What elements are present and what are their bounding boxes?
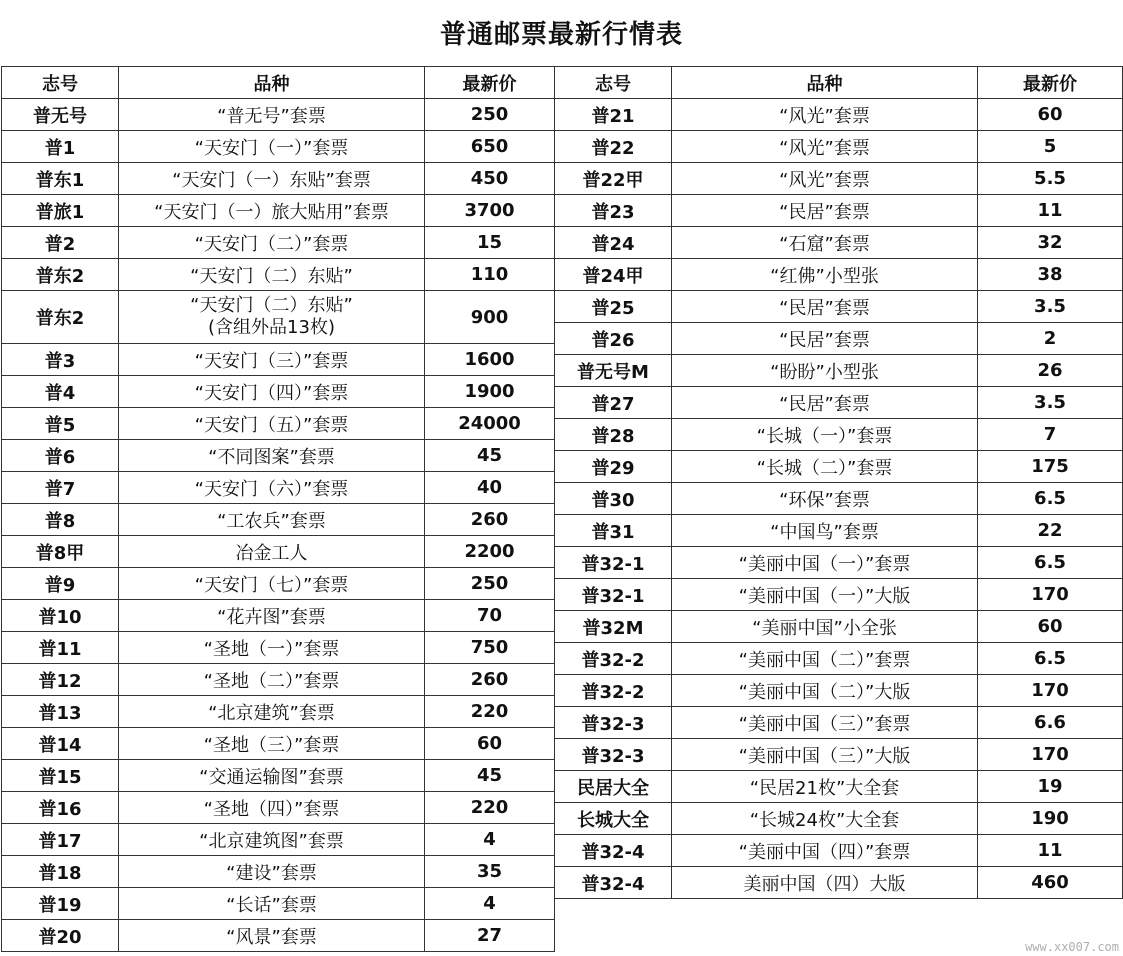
table-row	[555, 323, 1123, 355]
cell-code: 普29	[555, 451, 672, 483]
cell-variety: “天安门（六）”套票	[119, 472, 425, 504]
table-row	[2, 440, 555, 472]
table-row	[555, 355, 1123, 387]
cell-variety: “圣地（四）”套票	[119, 792, 425, 824]
cell-code: 普10	[2, 600, 119, 632]
cell-code: 普32-2	[555, 643, 672, 675]
cell-price: 650	[425, 131, 555, 163]
cell-code: 普22甲	[555, 163, 672, 195]
cell-code: 普32-1	[555, 579, 672, 611]
cell-price: 2200	[425, 536, 555, 568]
table-row	[2, 227, 555, 259]
cell-code: 普19	[2, 888, 119, 920]
table-row	[555, 387, 1123, 419]
cell-code: 普24甲	[555, 259, 672, 291]
cell-code: 普8	[2, 504, 119, 536]
price-table-right	[554, 66, 1123, 899]
cell-variety: “工农兵”套票	[119, 504, 425, 536]
cell-code: 普2	[2, 227, 119, 259]
header-variety: 品种	[119, 67, 425, 99]
cell-variety: “美丽中国（一）”大版	[672, 579, 978, 611]
cell-price: 3.5	[978, 387, 1123, 419]
table-row	[555, 867, 1123, 899]
cell-price: 40	[425, 472, 555, 504]
cell-variety: “普无号”套票	[119, 99, 425, 131]
cell-code: 普4	[2, 376, 119, 408]
cell-price: 250	[425, 568, 555, 600]
table-row	[2, 696, 555, 728]
table-row	[2, 664, 555, 696]
cell-price: 6.5	[978, 547, 1123, 579]
cell-variety: “不同图案”套票	[119, 440, 425, 472]
cell-code: 普31	[555, 515, 672, 547]
cell-variety: “红佛”小型张	[672, 259, 978, 291]
cell-variety: “长话”套票	[119, 888, 425, 920]
cell-code: 普14	[2, 728, 119, 760]
cell-code: 普3	[2, 344, 119, 376]
cell-price: 260	[425, 504, 555, 536]
cell-variety: “石窟”套票	[672, 227, 978, 259]
cell-price: 24000	[425, 408, 555, 440]
cell-price: 260	[425, 664, 555, 696]
cell-code: 普32M	[555, 611, 672, 643]
table-row	[2, 920, 555, 952]
cell-code: 普16	[2, 792, 119, 824]
cell-variety: “风光”套票	[672, 163, 978, 195]
cell-variety: “民居”套票	[672, 387, 978, 419]
variety-line-2: (含组外品13枚)	[208, 317, 335, 338]
cell-variety: “环保”套票	[672, 483, 978, 515]
table-row	[2, 792, 555, 824]
cell-price: 15	[425, 227, 555, 259]
cell-code: 普32-4	[555, 867, 672, 899]
cell-code: 普32-2	[555, 675, 672, 707]
cell-price: 170	[978, 739, 1123, 771]
cell-price: 750	[425, 632, 555, 664]
cell-price: 220	[425, 696, 555, 728]
table-row	[2, 163, 555, 195]
cell-variety: “长城（二）”套票	[672, 451, 978, 483]
cell-code: 普5	[2, 408, 119, 440]
cell-price: 32	[978, 227, 1123, 259]
table-row	[555, 419, 1123, 451]
table-row	[555, 195, 1123, 227]
cell-code: 普32-3	[555, 707, 672, 739]
cell-variety: “天安门（三）”套票	[119, 344, 425, 376]
cell-variety: “花卉图”套票	[119, 600, 425, 632]
cell-price: 175	[978, 451, 1123, 483]
cell-variety: “美丽中国（四）”套票	[672, 835, 978, 867]
cell-variety: “天安门（四）”套票	[119, 376, 425, 408]
cell-price: 45	[425, 760, 555, 792]
table-row	[555, 515, 1123, 547]
cell-price: 460	[978, 867, 1123, 899]
cell-price: 4	[425, 824, 555, 856]
variety-line-1: “天安门（二）东贴”	[190, 295, 353, 316]
cell-variety: “北京建筑”套票	[119, 696, 425, 728]
table-row	[555, 643, 1123, 675]
cell-variety: 冶金工人	[119, 536, 425, 568]
table-row	[555, 611, 1123, 643]
cell-code: 普32-3	[555, 739, 672, 771]
table-row	[2, 99, 555, 131]
table-row	[2, 408, 555, 440]
cell-variety: “盼盼”小型张	[672, 355, 978, 387]
cell-code: 普东2	[2, 259, 119, 291]
cell-price: 2	[978, 323, 1123, 355]
cell-code: 普23	[555, 195, 672, 227]
table-row	[555, 547, 1123, 579]
cell-variety: “风光”套票	[672, 99, 978, 131]
cell-price: 27	[425, 920, 555, 952]
table-row	[555, 771, 1123, 803]
table-row	[555, 803, 1123, 835]
cell-price: 3700	[425, 195, 555, 227]
cell-price: 19	[978, 771, 1123, 803]
cell-code: 普12	[2, 664, 119, 696]
price-table-left	[1, 66, 555, 952]
cell-price: 5.5	[978, 163, 1123, 195]
cell-price: 4	[425, 888, 555, 920]
table-row	[555, 99, 1123, 131]
cell-price: 1900	[425, 376, 555, 408]
cell-price: 450	[425, 163, 555, 195]
cell-price: 45	[425, 440, 555, 472]
cell-variety: “天安门（一）东贴”套票	[119, 163, 425, 195]
cell-variety: “美丽中国（一）”套票	[672, 547, 978, 579]
cell-variety: “民居”套票	[672, 323, 978, 355]
variety-multiline	[190, 295, 353, 339]
table-row	[2, 536, 555, 568]
table-header-row	[555, 67, 1123, 99]
cell-code: 普30	[555, 483, 672, 515]
cell-code: 普9	[2, 568, 119, 600]
cell-price: 60	[978, 611, 1123, 643]
table-row	[2, 760, 555, 792]
table-row	[555, 227, 1123, 259]
cell-price: 900	[425, 291, 555, 344]
cell-code: 普26	[555, 323, 672, 355]
cell-code: 普1	[2, 131, 119, 163]
cell-variety: “民居21枚”大全套	[672, 771, 978, 803]
cell-variety: “美丽中国（二）”套票	[672, 643, 978, 675]
cell-price: 11	[978, 835, 1123, 867]
cell-code: 普7	[2, 472, 119, 504]
cell-price: 26	[978, 355, 1123, 387]
cell-price: 70	[425, 600, 555, 632]
cell-code: 普25	[555, 291, 672, 323]
table-row	[2, 568, 555, 600]
cell-variety: “北京建筑图”套票	[119, 824, 425, 856]
cell-price: 110	[425, 259, 555, 291]
cell-code: 普13	[2, 696, 119, 728]
cell-variety: “天安门（七）”套票	[119, 568, 425, 600]
table-row	[2, 131, 555, 163]
cell-variety: “圣地（三）”套票	[119, 728, 425, 760]
watermark: www.xx007.com	[1025, 940, 1119, 954]
cell-code: 普24	[555, 227, 672, 259]
header-price: 最新价	[978, 67, 1123, 99]
cell-price: 22	[978, 515, 1123, 547]
cell-variety: “长城（一）”套票	[672, 419, 978, 451]
table-row	[555, 675, 1123, 707]
cell-variety: “民居”套票	[672, 291, 978, 323]
cell-code: 普21	[555, 99, 672, 131]
table-row	[555, 163, 1123, 195]
table-row	[2, 632, 555, 664]
header-code: 志号	[2, 67, 119, 99]
cell-code: 普32-4	[555, 835, 672, 867]
cell-variety: 美丽中国（四）大版	[672, 867, 978, 899]
cell-price: 170	[978, 579, 1123, 611]
table-row	[2, 824, 555, 856]
table-row	[2, 856, 555, 888]
cell-price: 3.5	[978, 291, 1123, 323]
cell-code: 普32-1	[555, 547, 672, 579]
table-row	[555, 291, 1123, 323]
table-row	[2, 195, 555, 227]
cell-price: 38	[978, 259, 1123, 291]
table-row	[2, 728, 555, 760]
cell-variety: “天安门（二）”套票	[119, 227, 425, 259]
cell-variety: “长城24枚”大全套	[672, 803, 978, 835]
cell-variety: “交通运输图”套票	[119, 760, 425, 792]
cell-code: 普旅1	[2, 195, 119, 227]
cell-price: 190	[978, 803, 1123, 835]
table-row	[555, 707, 1123, 739]
cell-code: 普15	[2, 760, 119, 792]
cell-variety: “圣地（一）”套票	[119, 632, 425, 664]
table-row	[2, 888, 555, 920]
cell-code: 普18	[2, 856, 119, 888]
cell-price: 1600	[425, 344, 555, 376]
header-price: 最新价	[425, 67, 555, 99]
cell-price: 6.5	[978, 483, 1123, 515]
cell-code: 普8甲	[2, 536, 119, 568]
cell-variety: “美丽中国（三）”大版	[672, 739, 978, 771]
cell-price: 60	[425, 728, 555, 760]
cell-price: 170	[978, 675, 1123, 707]
cell-variety: “美丽中国（二）”大版	[672, 675, 978, 707]
cell-variety: “中国鸟”套票	[672, 515, 978, 547]
cell-variety: “建设”套票	[119, 856, 425, 888]
cell-variety: “圣地（二）”套票	[119, 664, 425, 696]
cell-variety: “美丽中国”小全张	[672, 611, 978, 643]
cell-price: 6.5	[978, 643, 1123, 675]
cell-variety: “风景”套票	[119, 920, 425, 952]
cell-code: 普11	[2, 632, 119, 664]
table-row	[2, 344, 555, 376]
cell-price: 11	[978, 195, 1123, 227]
cell-price: 5	[978, 131, 1123, 163]
cell-code: 民居大全	[555, 771, 672, 803]
cell-variety: “天安门（二）东贴”	[119, 259, 425, 291]
cell-code: 普无号	[2, 99, 119, 131]
cell-variety	[119, 291, 425, 344]
cell-price: 60	[978, 99, 1123, 131]
table-row	[555, 579, 1123, 611]
table-row	[2, 259, 555, 291]
header-code: 志号	[555, 67, 672, 99]
table-row	[555, 483, 1123, 515]
cell-code: 普22	[555, 131, 672, 163]
cell-variety: “风光”套票	[672, 131, 978, 163]
cell-code: 长城大全	[555, 803, 672, 835]
cell-price: 7	[978, 419, 1123, 451]
cell-variety: “天安门（五）”套票	[119, 408, 425, 440]
cell-code: 普28	[555, 419, 672, 451]
cell-code: 普东2	[2, 291, 119, 344]
table-row	[2, 600, 555, 632]
table-row	[2, 376, 555, 408]
cell-code: 普6	[2, 440, 119, 472]
table-row	[555, 131, 1123, 163]
cell-variety: “美丽中国（三）”套票	[672, 707, 978, 739]
cell-variety: “天安门（一）”套票	[119, 131, 425, 163]
table-row	[2, 504, 555, 536]
cell-price: 6.6	[978, 707, 1123, 739]
cell-variety: “天安门（一）旅大贴用”套票	[119, 195, 425, 227]
table-row	[555, 835, 1123, 867]
cell-code: 普17	[2, 824, 119, 856]
cell-variety: “民居”套票	[672, 195, 978, 227]
cell-price: 220	[425, 792, 555, 824]
cell-code: 普27	[555, 387, 672, 419]
table-header-row	[2, 67, 555, 99]
cell-price: 250	[425, 99, 555, 131]
table-row	[555, 739, 1123, 771]
cell-code: 普东1	[2, 163, 119, 195]
table-row	[555, 259, 1123, 291]
page-title: 普通邮票最新行情表	[439, 20, 683, 50]
cell-price: 35	[425, 856, 555, 888]
table-row	[2, 472, 555, 504]
table-row	[2, 291, 555, 344]
cell-code: 普无号M	[555, 355, 672, 387]
header-variety: 品种	[672, 67, 978, 99]
table-row	[555, 451, 1123, 483]
cell-code: 普20	[2, 920, 119, 952]
